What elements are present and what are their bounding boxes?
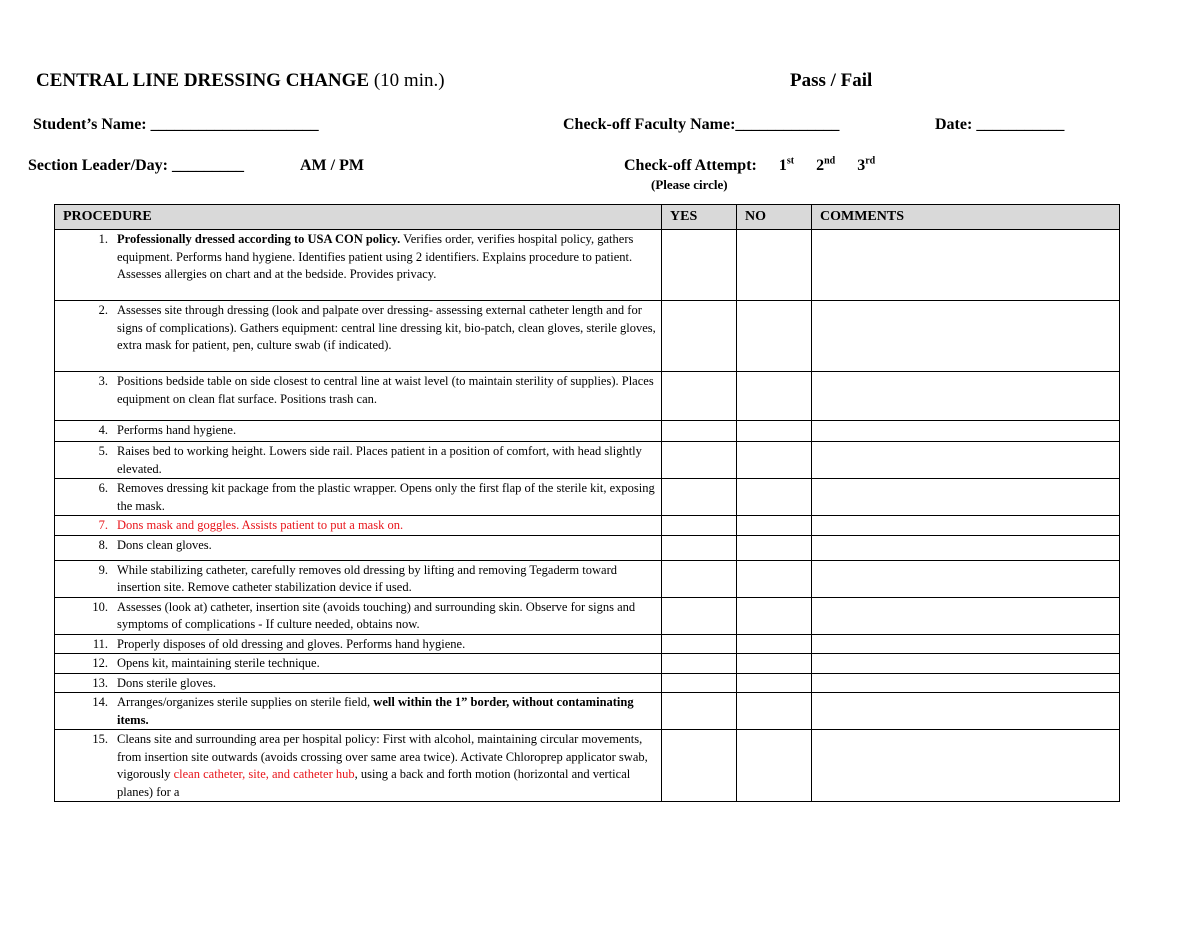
step-text (117, 302, 657, 355)
comments-cell[interactable] (812, 301, 1120, 372)
table-header-row (55, 205, 1120, 230)
step-number: 2. (98, 303, 108, 317)
step-text-segment: Properly disposes of old dressing and gloves. Performs hand hygiene. (117, 636, 466, 651)
no-cell[interactable] (737, 516, 812, 536)
comments-cell[interactable] (812, 673, 1120, 693)
comments-cell[interactable] (812, 634, 1120, 654)
step-number: 4. (98, 423, 108, 437)
no-cell[interactable] (737, 535, 812, 560)
yes-cell[interactable] (662, 479, 737, 516)
comments-cell[interactable] (812, 654, 1120, 674)
comments-cell[interactable] (812, 560, 1120, 597)
step-text-segment: Dons clean gloves. (117, 537, 212, 552)
step-text-segment: clean catheter, site, and catheter hub (173, 767, 355, 781)
attempt-option-1[interactable]: 1st (778, 155, 795, 174)
procedure-cell (55, 535, 662, 560)
step-text-segment: well within the 1” border, without contaminating items. (117, 695, 634, 727)
step-number: 7. (98, 518, 108, 532)
yes-cell[interactable] (662, 442, 737, 479)
step-text-segment: , using a back and forth motion (horizontal and vertical planes) for a (117, 767, 631, 799)
no-cell[interactable] (737, 654, 812, 674)
yes-cell[interactable] (662, 634, 737, 654)
table-row (55, 442, 1120, 479)
table-row (55, 634, 1120, 654)
no-cell[interactable] (737, 372, 812, 421)
step-number: 12. (92, 656, 108, 670)
yes-cell[interactable] (662, 654, 737, 674)
date-field[interactable]: Date: ___________ (935, 116, 1065, 133)
title-duration: (10 min.) (369, 70, 445, 91)
comments-cell[interactable] (812, 230, 1120, 301)
step-text-segment: Assesses site through dressing (look and palpate over dressing- assessing external catheter length and for signs of complications). Gathers equipment: central line dressing kit, bio-patch, clean gloves, sterile gloves, extra mask for patient, pen, culture swab (if indicated). (117, 303, 656, 352)
comments-cell[interactable] (812, 597, 1120, 634)
no-cell[interactable] (737, 301, 812, 372)
step-number: 11. (92, 636, 108, 651)
table-row (55, 693, 1120, 730)
step-number: 9. (98, 562, 108, 577)
procedure-cell (55, 730, 662, 802)
step-text-segment: Removes dressing kit package from the plastic wrapper. Opens only the first flap of the sterile kit, exposing the mask. (117, 481, 655, 513)
step-number: 14. (92, 695, 108, 709)
procedure-cell (55, 634, 662, 654)
step-number: 10. (92, 599, 108, 614)
table-row (55, 654, 1120, 674)
step-number: 8. (98, 537, 108, 552)
comments-cell[interactable] (812, 693, 1120, 730)
procedure-cell (55, 421, 662, 442)
table-row (55, 516, 1120, 536)
step-text (117, 562, 657, 597)
table-row (55, 421, 1120, 442)
no-cell[interactable] (737, 730, 812, 802)
am-pm-selector[interactable]: AM / PM (300, 157, 364, 174)
yes-cell[interactable] (662, 516, 737, 536)
step-text (117, 231, 657, 284)
step-text (117, 480, 657, 515)
comments-cell[interactable] (812, 442, 1120, 479)
step-text (117, 373, 657, 408)
col-comments: COMMENTS (812, 205, 1120, 230)
please-circle-note: (Please circle) (651, 177, 728, 192)
step-number: 5. (98, 444, 108, 458)
comments-cell[interactable] (812, 421, 1120, 442)
step-number: 3. (98, 374, 108, 388)
table-row (55, 673, 1120, 693)
procedure-cell (55, 693, 662, 730)
no-cell[interactable] (737, 560, 812, 597)
table-row (55, 597, 1120, 634)
step-text (117, 443, 657, 478)
table-row (55, 372, 1120, 421)
comments-cell[interactable] (812, 730, 1120, 802)
checkoff-attempt (624, 157, 875, 175)
step-text (117, 537, 657, 555)
yes-cell[interactable] (662, 301, 737, 372)
no-cell[interactable] (737, 421, 812, 442)
table-row (55, 560, 1120, 597)
yes-cell[interactable] (662, 230, 737, 301)
student-name-field[interactable]: Student’s Name: _____________________ (33, 116, 319, 133)
step-text-segment: While stabilizing catheter, carefully removes old dressing by lifting and removing Tegaderm toward insertion site. Remove catheter stabilization device if used. (117, 562, 617, 594)
step-text-segment: Assesses (look at) catheter, insertion site (avoids touching) and surrounding skin. Observe for signs and symptoms of complications - If culture needed, obtains now. (117, 599, 636, 631)
comments-cell[interactable] (812, 535, 1120, 560)
no-cell[interactable] (737, 693, 812, 730)
procedure-cell (55, 516, 662, 536)
yes-cell[interactable] (662, 535, 737, 560)
table-row (55, 730, 1120, 802)
step-text-segment: Raises bed to working height. Lowers side rail. Places patient in a position of comfort, with head slightly elevated. (117, 444, 642, 476)
yes-cell[interactable] (662, 730, 737, 802)
comments-cell[interactable] (812, 479, 1120, 516)
step-text (117, 675, 657, 693)
step-text-segment: Dons mask and goggles. Assists patient to put a mask on. (117, 518, 404, 532)
procedure-cell (55, 673, 662, 693)
procedure-cell (55, 560, 662, 597)
step-text-segment: Cleans site and surrounding area per hospital policy: First with alcohol, maintaining circular movements, from insertion site outwards (avoids crossing over same area twice). Activate Chloroprep applicator swab, vigorously (117, 732, 648, 781)
yes-cell[interactable] (662, 597, 737, 634)
yes-cell[interactable] (662, 693, 737, 730)
table-row (55, 535, 1120, 560)
step-number: 15. (92, 732, 108, 746)
attempt-option-2[interactable]: 2nd (816, 155, 836, 174)
no-cell[interactable] (737, 634, 812, 654)
step-text-segment: Opens kit, maintaining sterile technique. (117, 656, 320, 670)
no-cell[interactable] (737, 230, 812, 301)
step-text-segment: Performs hand hygiene. (117, 423, 237, 437)
no-cell[interactable] (737, 479, 812, 516)
no-cell[interactable] (737, 673, 812, 693)
col-procedure: PROCEDURE (55, 205, 662, 230)
table-row (55, 479, 1120, 516)
step-text (117, 422, 657, 440)
step-text-segment: Arranges/organizes sterile supplies on sterile field, (117, 695, 374, 709)
step-number: 1. (98, 232, 108, 246)
step-text-segment: Verifies order, verifies hospital policy, gathers equipment. Performs hand hygiene. Identifies patient using 2 identifiers. Explains procedure to patient. Assesses allergies on chart and at the bedside. Provides privacy. (117, 232, 634, 281)
step-text-segment: Dons sterile gloves. (117, 675, 216, 690)
col-yes: YES (662, 205, 737, 230)
page-title (36, 70, 445, 92)
no-cell[interactable] (737, 597, 812, 634)
step-text (117, 636, 657, 654)
attempt-option-3[interactable]: 3rd (857, 155, 876, 174)
table-row (55, 230, 1120, 301)
step-text (117, 731, 657, 801)
step-text (117, 517, 657, 535)
comments-cell[interactable] (812, 516, 1120, 536)
step-number: 13. (92, 675, 108, 690)
yes-cell[interactable] (662, 372, 737, 421)
step-number: 6. (98, 481, 108, 495)
procedure-cell (55, 654, 662, 674)
step-text (117, 694, 657, 729)
title-main: CENTRAL LINE DRESSING CHANGE (36, 70, 370, 91)
attempt-label: Check-off Attempt: (624, 157, 757, 174)
checklist-table (54, 204, 1120, 802)
no-cell[interactable] (737, 442, 812, 479)
procedure-cell (55, 442, 662, 479)
procedure-cell (55, 479, 662, 516)
yes-cell[interactable] (662, 673, 737, 693)
procedure-cell (55, 230, 662, 301)
table-row (55, 301, 1120, 372)
procedure-cell (55, 372, 662, 421)
pass-fail-label[interactable]: Pass / Fail (790, 70, 873, 91)
checklist-body (55, 230, 1120, 802)
procedure-cell (55, 301, 662, 372)
section-leader-field[interactable]: Section Leader/Day: _________ (28, 157, 244, 174)
faculty-name-field[interactable]: Check-off Faculty Name:_____________ (563, 116, 840, 133)
step-text-segment: Positions bedside table on side closest to central line at waist level (to maintain sterility of supplies). Places equipment on clean flat surface. Positions trash can. (117, 374, 654, 406)
yes-cell[interactable] (662, 560, 737, 597)
yes-cell[interactable] (662, 421, 737, 442)
step-text (117, 599, 657, 634)
step-text (117, 655, 657, 673)
col-no: NO (737, 205, 812, 230)
step-text-segment: Professionally dressed according to USA CON policy. (117, 232, 401, 246)
procedure-cell (55, 597, 662, 634)
comments-cell[interactable] (812, 372, 1120, 421)
